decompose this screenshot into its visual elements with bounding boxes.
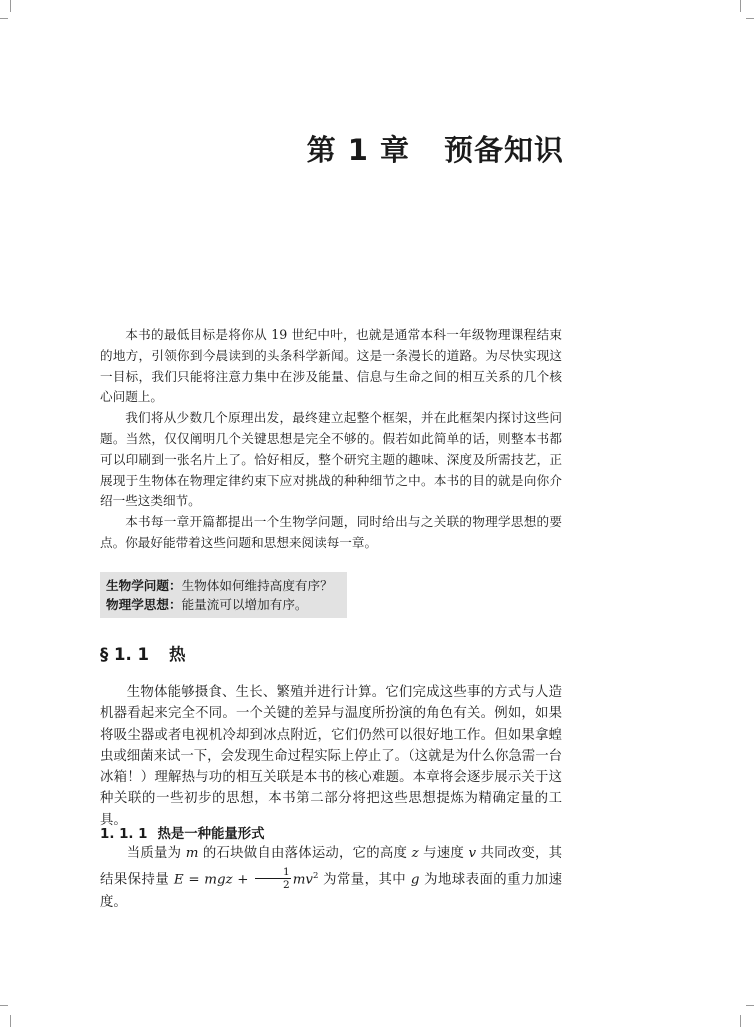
biology-question-text: 生物体如何维持高度有序？ bbox=[181, 578, 333, 593]
crop-mark bbox=[0, 1005, 8, 1006]
physics-idea-label: 物理学思想： bbox=[106, 597, 182, 612]
section-paragraph: 生物体能够摄食、生长、繁殖并进行计算。它们完成这些事的方式与人造机器看起来完全不同。一个关键的差异与温度所扮演的角色有关。例如，如果将吸尘器或者电视机冷却到冰点附近，它们仍然可以很好地工作。但如果拿蝗虫或细菌来试一下，会发现生命过程实际上停止了。（这就是为什么你急需一台冰箱！）理解热与功的相互关联是本书的核心难题。本章将会逐步展示关于这种关联的一些初步的思想，本书第二部分将把这些思想提炼为精确定量的工具。 bbox=[100, 685, 562, 828]
subsection-heading bbox=[100, 823, 265, 842]
math-var: m bbox=[185, 846, 199, 861]
intro-paragraph: 我们将从少数几个原理出发，最终建立起整个框架，并在此框架内探讨这些问题。当然，仅仅阐明几个关键思想是完全不够的。假若如此简单的话，则整本书都可以印刷到一张名片上了。恰好相反，整个研究主题的趣味、深度及所需技艺，正展现于生物体在物理定律约束下应对挑战的种种细节之中。本书的目的就是向你介绍一些这类细节。 bbox=[100, 410, 562, 509]
chapter-intro bbox=[100, 325, 562, 554]
section-title: 热 bbox=[168, 645, 186, 664]
crop-mark bbox=[10, 1015, 11, 1027]
biology-question bbox=[106, 576, 341, 595]
chapter-name: 预备知识 bbox=[443, 133, 564, 167]
crop-mark bbox=[746, 1005, 754, 1006]
section-body bbox=[100, 682, 562, 831]
section-heading bbox=[100, 641, 185, 665]
fraction-denominator: 2 bbox=[283, 879, 290, 892]
physics-idea bbox=[106, 595, 341, 614]
crop-mark bbox=[10, 0, 11, 12]
chapter-title bbox=[307, 128, 564, 169]
math-var: z bbox=[411, 846, 419, 861]
crop-mark bbox=[0, 18, 8, 19]
physics-idea-text: 能量流可以增加有序。 bbox=[181, 597, 308, 612]
fraction-numerator: 1 bbox=[255, 866, 290, 879]
crop-mark bbox=[746, 18, 754, 19]
subsection-paragraph: 当质量为 m 的石块做自由落体运动，它的高度 z 与速度 v 共同改变，其结果保持量 E = mgz + $\frac{1}{2}$ $mv^2$ 为常量，其中 g 为地球表面的重力加速度。 bbox=[100, 846, 563, 911]
math-term: mgz bbox=[204, 872, 233, 888]
math-term: mv bbox=[292, 872, 313, 888]
subsection-title: 热是一种能量形式 bbox=[157, 827, 265, 842]
exponent: 2 bbox=[312, 871, 319, 881]
intro-paragraph: 本书每一章开篇都提出一个生物学问题，同时给出与之关联的物理学思想的要点。你最好能带着这些问题和思想来阅读每一章。 bbox=[100, 514, 562, 550]
section-number: § 1. 1 bbox=[100, 645, 149, 664]
subsection-body bbox=[100, 843, 562, 914]
biology-question-label: 生物学问题： bbox=[106, 578, 182, 593]
intro-paragraph: 本书的最低目标是将你从 19 世纪中叶，也就是通常本科一年级物理课程结束的地方，引领你到今晨读到的头条科学新闻。这是一条漫长的道路。为尽快实现这一目标，我们只能将注意力集中在涉及能量、信息与生命之间的相互关系的几个核心问题上。 bbox=[100, 327, 562, 405]
fraction bbox=[255, 866, 290, 891]
key-questions-box bbox=[100, 572, 347, 618]
crop-mark bbox=[740, 1015, 741, 1027]
math-var: E bbox=[173, 872, 184, 888]
math-var: g bbox=[410, 872, 420, 888]
subsection-number: 1. 1. 1 bbox=[100, 827, 148, 842]
chapter-number: 第 1 章 bbox=[306, 133, 410, 167]
math-var: v bbox=[468, 846, 477, 861]
crop-mark bbox=[740, 0, 741, 12]
